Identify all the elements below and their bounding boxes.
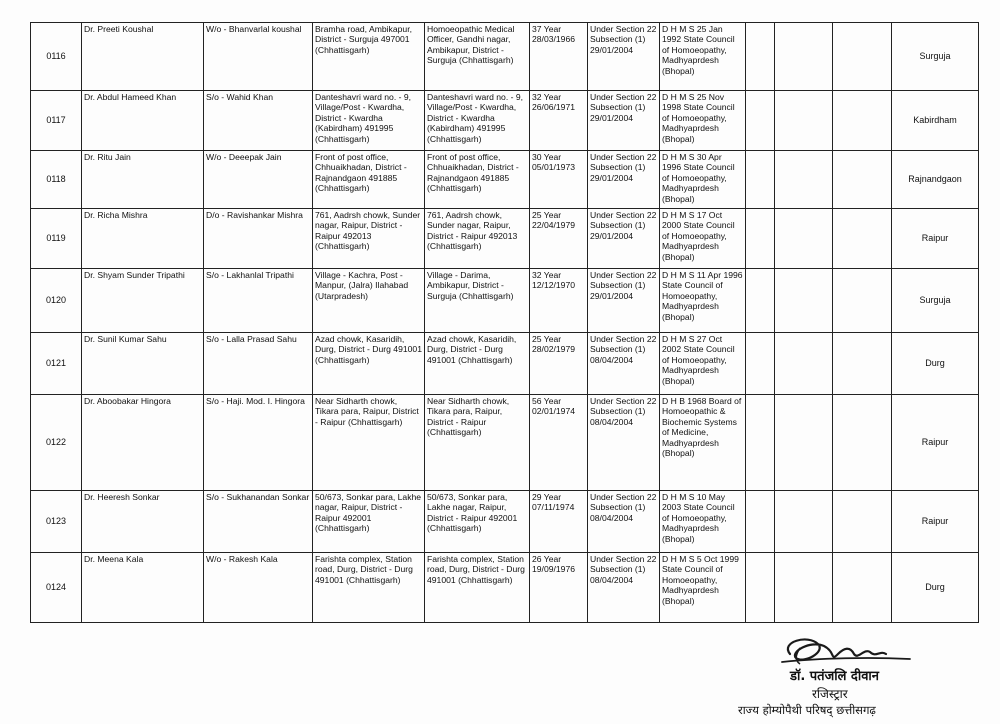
qualification: D H M S 25 Nov 1998 State Council of Homoeopathy, Madhyaprdesh (Bhopal) (660, 91, 746, 151)
blank-cell (746, 91, 775, 151)
district: Raipur (892, 395, 979, 491)
district: Durg (892, 333, 979, 395)
blank-cell (775, 395, 833, 491)
doctor-name: Dr. Richa Mishra (82, 209, 204, 269)
serial-number: 0116 (31, 23, 82, 91)
work-address: Farishta complex, Station road, Durg, District - Durg 491001 (Chhattisgarh) (425, 553, 530, 623)
blank-cell (746, 269, 775, 333)
doctor-name: Dr. Heeresh Sonkar (82, 491, 204, 553)
serial-number: 0124 (31, 553, 82, 623)
residential-address: Near Sidharth chowk, Tikara para, Raipur, District - Raipur (Chhattisgarh) (313, 395, 425, 491)
district: Raipur (892, 209, 979, 269)
residential-address: 761, Aadrsh chowk, Sunder nagar, Raipur, District - Raipur 492013 (Chhattisgarh) (313, 209, 425, 269)
registration-details: Under Section 22 Subsection (1) 08/04/2004 (588, 553, 660, 623)
age-dob: 25 Year 22/04/1979 (530, 209, 588, 269)
doctor-name: Dr. Meena Kala (82, 553, 204, 623)
residential-address: Danteshavri ward no. - 9, Village/Post - Kwardha, District - Kwardha (Kabirdham) 491995 (Chhattisgarh) (313, 91, 425, 151)
blank-cell (833, 395, 892, 491)
table-row (31, 553, 979, 623)
registration-details: Under Section 22 Subsection (1) 29/01/2004 (588, 269, 660, 333)
blank-cell (775, 553, 833, 623)
doctor-name: Dr. Aboobakar Hingora (82, 395, 204, 491)
qualification: D H M S 10 May 2003 State Council of Homoeopathy, Madhyaprdesh (Bhopal) (660, 491, 746, 553)
district: Surguja (892, 269, 979, 333)
registration-details: Under Section 22 Subsection (1) 29/01/2004 (588, 91, 660, 151)
registration-details: Under Section 22 Subsection (1) 08/04/2004 (588, 333, 660, 395)
blank-cell (746, 491, 775, 553)
age-dob: 37 Year 28/03/1966 (530, 23, 588, 91)
doctor-name: Dr. Shyam Sunder Tripathi (82, 269, 204, 333)
blank-cell (833, 91, 892, 151)
blank-cell (775, 91, 833, 151)
registrar-title: रजिस्ट्रार (812, 687, 848, 701)
blank-cell (746, 333, 775, 395)
relation: W/o - Deeepak Jain (204, 151, 313, 209)
qualification: D H M S 11 Apr 1996 State Council of Homoeopathy, Madhyaprdesh (Bhopal) (660, 269, 746, 333)
work-address: 50/673, Sonkar para, Lakhe nagar, Raipur, District - Raipur 492001 (Chhattisgarh) (425, 491, 530, 553)
qualification: D H B 1968 Board of Homoeopathic & Biochemic Systems of Medicine, Madhyaprdesh (Bhopal) (660, 395, 746, 491)
blank-cell (775, 491, 833, 553)
relation: W/o - Rakesh Kala (204, 553, 313, 623)
relation: S/o - Haji. Mod. I. Hingora (204, 395, 313, 491)
work-address: Homoeopathic Medical Officer, Gandhi nagar, Ambikapur, District - Surguja (Chhattisgarh) (425, 23, 530, 91)
age-dob: 32 Year 26/06/1971 (530, 91, 588, 151)
relation: S/o - Lalla Prasad Sahu (204, 333, 313, 395)
doctor-name: Dr. Sunil Kumar Sahu (82, 333, 204, 395)
council-name: राज्य होम्योपैथी परिषद् छत्तीसगढ़ (738, 703, 876, 717)
age-dob: 56 Year 02/01/1974 (530, 395, 588, 491)
blank-cell (833, 491, 892, 553)
blank-cell (833, 333, 892, 395)
qualification: D H M S 27 Oct 2002 State Council of Homoeopathy, Madhyaprdesh (Bhopal) (660, 333, 746, 395)
qualification: D H M S 17 Oct 2000 State Council of Homoeopathy, Madhyaprdesh (Bhopal) (660, 209, 746, 269)
work-address: Azad chowk, Kasaridih, Durg, District - Durg 491001 (Chhattisgarh) (425, 333, 530, 395)
work-address: Danteshavri ward no. - 9, Village/Post - Kwardha, District - Kwardha (Kabirdham) 491995 (Chhattisgarh) (425, 91, 530, 151)
residential-address: Village - Kachra, Post - Manpur, (Jalra) Ilahabad (Utarpradesh) (313, 269, 425, 333)
qualification: D H M S 5 Oct 1999 State Council of Homoeopathy, Madhyaprdesh (Bhopal) (660, 553, 746, 623)
blank-cell (775, 209, 833, 269)
serial-number: 0123 (31, 491, 82, 553)
age-dob: 26 Year 19/09/1976 (530, 553, 588, 623)
table-row (31, 151, 979, 209)
work-address: Front of post office, Chhuaikhadan, District - Rajnandgaon 491885 (Chhattisgarh) (425, 151, 530, 209)
age-dob: 29 Year 07/11/1974 (530, 491, 588, 553)
doctor-name: Dr. Abdul Hameed Khan (82, 91, 204, 151)
blank-cell (746, 151, 775, 209)
residential-address: Bramha road, Ambikapur, District - Surguja 497001 (Chhattisgarh) (313, 23, 425, 91)
registration-details: Under Section 22 Subsection (1) 29/01/2004 (588, 151, 660, 209)
registration-details: Under Section 22 Subsection (1) 08/04/2004 (588, 395, 660, 491)
blank-cell (746, 23, 775, 91)
relation: S/o - Sukhanandan Sonkar (204, 491, 313, 553)
register-table (30, 22, 979, 623)
district: Surguja (892, 23, 979, 91)
register-body (31, 23, 979, 623)
relation: D/o - Ravishankar Mishra (204, 209, 313, 269)
district: Kabirdham (892, 91, 979, 151)
work-address: 761, Aadrsh chowk, Sunder nagar, Raipur, District - Raipur 492013 (Chhattisgarh) (425, 209, 530, 269)
serial-number: 0117 (31, 91, 82, 151)
serial-number: 0122 (31, 395, 82, 491)
registration-details: Under Section 22 Subsection (1) 29/01/2004 (588, 23, 660, 91)
age-dob: 32 Year 12/12/1970 (530, 269, 588, 333)
residential-address: Farishta complex, Station road, Durg, District - Durg 491001 (Chhattisgarh) (313, 553, 425, 623)
residential-address: Azad chowk, Kasaridih, Durg, District - Durg 491001 (Chhattisgarh) (313, 333, 425, 395)
work-address: Near Sidharth chowk, Tikara para, Raipur, District - Raipur (Chhattisgarh) (425, 395, 530, 491)
serial-number: 0118 (31, 151, 82, 209)
table-row (31, 333, 979, 395)
blank-cell (775, 151, 833, 209)
district: Rajnandgaon (892, 151, 979, 209)
blank-cell (775, 23, 833, 91)
table-row (31, 269, 979, 333)
work-address: Village - Darima, Ambikapur, District - Surguja (Chhattisgarh) (425, 269, 530, 333)
serial-number: 0120 (31, 269, 82, 333)
blank-cell (775, 333, 833, 395)
blank-cell (746, 209, 775, 269)
relation: W/o - Bhanvarlal koushal (204, 23, 313, 91)
serial-number: 0121 (31, 333, 82, 395)
residential-address: 50/673, Sonkar para, Lakhe nagar, Raipur, District - Raipur 492001 (Chhattisgarh) (313, 491, 425, 553)
serial-number: 0119 (31, 209, 82, 269)
doctor-name: Dr. Ritu Jain (82, 151, 204, 209)
blank-cell (833, 209, 892, 269)
relation: S/o - Wahid Khan (204, 91, 313, 151)
registrar-name: डॉ. पतंजलि दीवान (790, 669, 880, 684)
blank-cell (833, 23, 892, 91)
qualification: D H M S 25 Jan 1992 State Council of Homoeopathy, Madhyaprdesh (Bhopal) (660, 23, 746, 91)
blank-cell (746, 553, 775, 623)
age-dob: 25 Year 28/02/1979 (530, 333, 588, 395)
district: Durg (892, 553, 979, 623)
blank-cell (833, 151, 892, 209)
table-row (31, 91, 979, 151)
blank-cell (833, 553, 892, 623)
table-row (31, 209, 979, 269)
relation: S/o - Lakhanlal Tripathi (204, 269, 313, 333)
blank-cell (746, 395, 775, 491)
registration-details: Under Section 22 Subsection (1) 08/04/2004 (588, 491, 660, 553)
table-row (31, 23, 979, 91)
table-row (31, 491, 979, 553)
table-row (31, 395, 979, 491)
blank-cell (833, 269, 892, 333)
district: Raipur (892, 491, 979, 553)
residential-address: Front of post office, Chhuaikhadan, District - Rajnandgaon 491885 (Chhattisgarh) (313, 151, 425, 209)
registration-details: Under Section 22 Subsection (1) 29/01/2004 (588, 209, 660, 269)
blank-cell (775, 269, 833, 333)
age-dob: 30 Year 05/01/1973 (530, 151, 588, 209)
qualification: D H M S 30 Apr 1996 State Council of Homoeopathy, Madhyaprdesh (Bhopal) (660, 151, 746, 209)
doctor-name: Dr. Preeti Koushal (82, 23, 204, 91)
